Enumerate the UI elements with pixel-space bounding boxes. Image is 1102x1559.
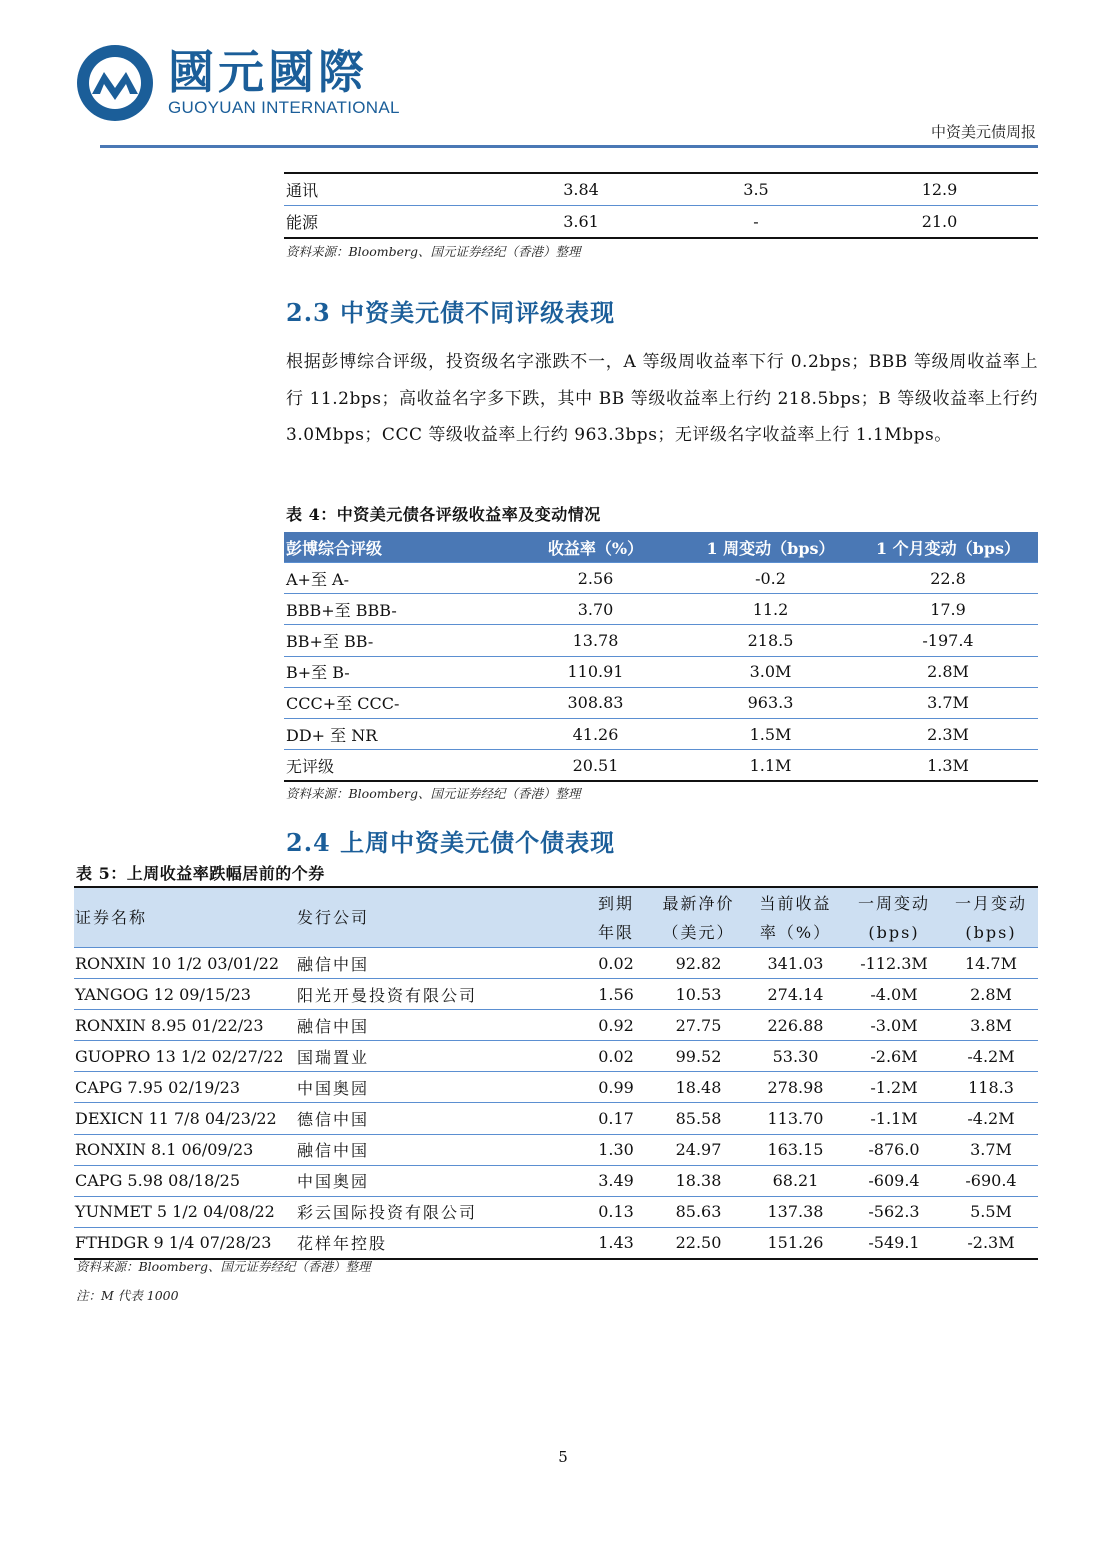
top-decliners-table bbox=[74, 886, 1038, 1260]
table-cell: 3.49 bbox=[582, 1165, 650, 1196]
table-cell: 13.78 bbox=[508, 625, 683, 656]
table-header-row bbox=[74, 887, 1038, 948]
table-cell: 21.0 bbox=[841, 206, 1038, 239]
table-cell: 27.75 bbox=[650, 1010, 747, 1041]
table-cell: 22.50 bbox=[650, 1227, 747, 1259]
table-cell: 通讯 bbox=[286, 181, 319, 200]
section-2-3-title: 2.3 中资美元债不同评级表现 bbox=[286, 298, 616, 327]
table-cell: 110.91 bbox=[508, 656, 683, 687]
table-cell: 341.03 bbox=[747, 948, 844, 979]
table-cell: 德信中国 bbox=[297, 1103, 582, 1134]
table-cell: 274.14 bbox=[747, 979, 844, 1010]
table-cell: -876.0 bbox=[844, 1134, 944, 1165]
table-cell: 阳光开曼投资有限公司 bbox=[297, 979, 582, 1010]
table-row bbox=[74, 1041, 1038, 1072]
table-cell: 0.13 bbox=[582, 1196, 650, 1227]
section-2-3-paragraph: 根据彭博综合评级，投资级名字涨跌不一，A 等级周收益率下行 0.2bps；BBB 等级周收益率上行 11.2bps；高收益名字多下跌，其中 BB 等级收益率上行约 218.5bps；B 等级收益率上行约 3.0Mbps；CCC 等级收益率上行约 963.3bps；无评级名字收益率上行 1.1Mbps。 bbox=[286, 352, 1038, 445]
table-cell: -4.0M bbox=[844, 979, 944, 1010]
col-price-header-line1: 最新净价 bbox=[662, 893, 735, 913]
table-row bbox=[284, 563, 1038, 594]
table-cell: 3.5 bbox=[743, 180, 769, 199]
table-cell: 3.0M bbox=[683, 656, 858, 687]
table-row bbox=[74, 1103, 1038, 1134]
col-1w-change-header bbox=[844, 887, 944, 948]
table-cell: 12.9 bbox=[921, 180, 958, 199]
table5-source: 资料来源：Bloomberg、国元证券经纪（香港）整理 bbox=[76, 1259, 371, 1274]
table4-source: 资料来源：Bloomberg、国元证券经纪（香港）整理 bbox=[286, 786, 581, 801]
table-cell: 14.7M bbox=[944, 948, 1038, 979]
table-cell: 2.8M bbox=[944, 979, 1038, 1010]
table-row bbox=[74, 1010, 1038, 1041]
table-cell: 5.5M bbox=[944, 1196, 1038, 1227]
table-cell: 0.02 bbox=[582, 1041, 650, 1072]
table-row bbox=[284, 656, 1038, 687]
col-price-header-line2: （美元） bbox=[662, 922, 735, 942]
table-cell: 1.30 bbox=[582, 1134, 650, 1165]
table-cell: CAPG 7.95 02/19/23 bbox=[74, 1072, 297, 1103]
table-cell: GUOPRO 13 1/2 02/27/22 bbox=[74, 1041, 297, 1072]
table-cell: A+至 A- bbox=[284, 563, 508, 594]
table-cell: -609.4 bbox=[844, 1165, 944, 1196]
table-cell: 85.63 bbox=[650, 1196, 747, 1227]
col-yield-header-line1: 当前收益 bbox=[759, 893, 832, 913]
table-cell: -562.3 bbox=[844, 1196, 944, 1227]
table-cell: YUNMET 5 1/2 04/08/22 bbox=[74, 1196, 297, 1227]
table-cell: BB+至 BB- bbox=[284, 625, 508, 656]
table-cell: 能源 bbox=[284, 206, 491, 239]
table-cell: DD+ 至 NR bbox=[284, 718, 508, 749]
col-yield-header bbox=[747, 887, 844, 948]
table-cell: 68.21 bbox=[747, 1165, 844, 1196]
table-cell: -2.6M bbox=[844, 1041, 944, 1072]
table-cell: 0.17 bbox=[582, 1103, 650, 1134]
table-cell: 3.61 bbox=[491, 206, 671, 239]
table-row bbox=[74, 1165, 1038, 1196]
report-name: 中资美元债周报 bbox=[930, 123, 1036, 141]
sector-yield-table-continued bbox=[284, 172, 1038, 239]
table-cell: -112.3M bbox=[844, 948, 944, 979]
table-cell: 国瑞置业 bbox=[297, 1041, 582, 1072]
table-cell: 3.8M bbox=[944, 1010, 1038, 1041]
table-cell: 2.8M bbox=[858, 656, 1038, 687]
section-2-4-title: 2.4 上周中资美元债个债表现 bbox=[286, 828, 616, 857]
table-cell: 218.5 bbox=[683, 625, 858, 656]
table-cell: RONXIN 8.95 01/22/23 bbox=[74, 1010, 297, 1041]
table-cell: B+至 B- bbox=[284, 656, 508, 687]
col-1m-change-header bbox=[944, 887, 1038, 948]
table-row bbox=[284, 206, 1038, 239]
table-cell: 53.30 bbox=[747, 1041, 844, 1072]
table-cell: 85.58 bbox=[650, 1103, 747, 1134]
table-cell: 226.88 bbox=[747, 1010, 844, 1041]
table-cell: 41.26 bbox=[508, 718, 683, 749]
col-tenor-header-line1: 到期 bbox=[597, 893, 634, 913]
col-tenor-header-line2: 年限 bbox=[597, 922, 634, 942]
table-cell: -690.4 bbox=[944, 1165, 1038, 1196]
table-cell: 963.3 bbox=[683, 687, 858, 718]
table-cell: 3.7M bbox=[858, 687, 1038, 718]
table-cell: -549.1 bbox=[844, 1227, 944, 1259]
col-yield-header-line2: 率（%） bbox=[759, 922, 832, 942]
table-cell: -1.1M bbox=[844, 1103, 944, 1134]
table-cell: 2.3M bbox=[858, 718, 1038, 749]
table-cell: 3.70 bbox=[508, 594, 683, 625]
table-cell: 137.38 bbox=[747, 1196, 844, 1227]
table-row bbox=[284, 625, 1038, 656]
table-cell: 10.53 bbox=[650, 979, 747, 1010]
header-divider bbox=[100, 145, 1038, 148]
table-cell: 中国奥园 bbox=[297, 1072, 582, 1103]
col-price-header bbox=[650, 887, 747, 948]
col-1m-change-header-line2: (bps) bbox=[965, 922, 1017, 942]
table-cell: -197.4 bbox=[858, 625, 1038, 656]
table-row bbox=[74, 948, 1038, 979]
col-security-header: 证券名称 bbox=[74, 887, 297, 948]
table-header-row bbox=[284, 532, 1038, 563]
table-row bbox=[284, 687, 1038, 718]
table-cell: 113.70 bbox=[747, 1103, 844, 1134]
table-cell: 花样年控股 bbox=[297, 1227, 582, 1259]
logo-chinese-name: 國元國際 bbox=[168, 45, 368, 99]
table-row bbox=[74, 1134, 1038, 1165]
table-cell: 24.97 bbox=[650, 1134, 747, 1165]
table-cell: 无评级 bbox=[284, 750, 508, 782]
table-cell: CAPG 5.98 08/18/25 bbox=[74, 1165, 297, 1196]
table-cell: -0.2 bbox=[683, 563, 858, 594]
table-cell: 11.2 bbox=[683, 594, 858, 625]
table-cell: - bbox=[671, 206, 841, 239]
table-cell: 118.3 bbox=[944, 1072, 1038, 1103]
col-yield-header: 收益率（%） bbox=[508, 532, 683, 563]
table-cell: 151.26 bbox=[747, 1227, 844, 1259]
table-cell: 99.52 bbox=[650, 1041, 747, 1072]
table-cell: 1.43 bbox=[582, 1227, 650, 1259]
table-row bbox=[74, 1072, 1038, 1103]
table-cell: -3.0M bbox=[844, 1010, 944, 1041]
page-number: 5 bbox=[558, 1448, 568, 1466]
table-cell: RONXIN 10 1/2 03/01/22 bbox=[74, 948, 297, 979]
table-cell: 0.99 bbox=[582, 1072, 650, 1103]
table-cell: 3.84 bbox=[563, 180, 599, 199]
table-cell: 1.1M bbox=[683, 750, 858, 782]
table-cell: 278.98 bbox=[747, 1072, 844, 1103]
table5-note: 注：M 代表 1000 bbox=[76, 1288, 179, 1303]
table-cell: FTHDGR 9 1/4 07/28/23 bbox=[74, 1227, 297, 1259]
table-cell: 163.15 bbox=[747, 1134, 844, 1165]
table-row bbox=[284, 594, 1038, 625]
table-cell: -2.3M bbox=[944, 1227, 1038, 1259]
col-tenor-header bbox=[582, 887, 650, 948]
table-cell: 融信中国 bbox=[297, 948, 582, 979]
table-cell: 92.82 bbox=[650, 948, 747, 979]
table-row bbox=[74, 979, 1038, 1010]
table-cell: 0.92 bbox=[582, 1010, 650, 1041]
col-1w-change-header-line2: (bps) bbox=[868, 922, 920, 942]
table-row bbox=[284, 718, 1038, 749]
table3-source: 资料来源：Bloomberg、国元证券经纪（香港）整理 bbox=[286, 244, 581, 259]
table-cell: 1.56 bbox=[582, 979, 650, 1010]
table-cell: 0.02 bbox=[582, 948, 650, 979]
table-cell: -4.2M bbox=[944, 1041, 1038, 1072]
col-1m-change-header-line1: 一月变动 bbox=[954, 893, 1027, 913]
table-cell: 融信中国 bbox=[297, 1010, 582, 1041]
table-row bbox=[284, 173, 1038, 206]
table-cell: 3.7M bbox=[944, 1134, 1038, 1165]
table-cell: YANGOG 12 09/15/23 bbox=[74, 979, 297, 1010]
table-cell: 中国奥园 bbox=[297, 1165, 582, 1196]
rating-yield-table bbox=[284, 532, 1038, 782]
col-1w-change-header: 1 周变动（bps） bbox=[683, 532, 858, 563]
table-row bbox=[284, 750, 1038, 782]
table-cell: CCC+至 CCC- bbox=[284, 687, 508, 718]
table-cell: 彩云国际投资有限公司 bbox=[297, 1196, 582, 1227]
table-cell: 18.38 bbox=[650, 1165, 747, 1196]
logo-english-name: GUOYUAN INTERNATIONAL bbox=[168, 98, 400, 117]
table-cell: -4.2M bbox=[944, 1103, 1038, 1134]
table-row bbox=[74, 1227, 1038, 1259]
col-rating-header: 彭博综合评级 bbox=[284, 532, 508, 563]
col-1m-change-header: 1 个月变动（bps） bbox=[858, 532, 1038, 563]
table-cell: DEXICN 11 7/8 04/23/22 bbox=[74, 1103, 297, 1134]
table-cell: 1.5M bbox=[683, 718, 858, 749]
table-cell: 20.51 bbox=[508, 750, 683, 782]
table-cell: BBB+至 BBB- bbox=[284, 594, 508, 625]
table-cell: 308.83 bbox=[508, 687, 683, 718]
company-logo-mark bbox=[74, 42, 156, 124]
table-cell: RONXIN 8.1 06/09/23 bbox=[74, 1134, 297, 1165]
table5-caption: 表 5：上周收益率跌幅居前的个券 bbox=[76, 864, 325, 883]
table-cell: 18.48 bbox=[650, 1072, 747, 1103]
col-issuer-header: 发行公司 bbox=[297, 887, 582, 948]
col-1w-change-header-line1: 一周变动 bbox=[857, 893, 930, 913]
table-cell: -1.2M bbox=[844, 1072, 944, 1103]
table-cell: 2.56 bbox=[508, 563, 683, 594]
table-cell: 17.9 bbox=[858, 594, 1038, 625]
table-row bbox=[74, 1196, 1038, 1227]
table4-caption: 表 4：中资美元债各评级收益率及变动情况 bbox=[286, 505, 601, 524]
table-cell: 22.8 bbox=[858, 563, 1038, 594]
table-cell: 1.3M bbox=[858, 750, 1038, 782]
table-cell: 融信中国 bbox=[297, 1134, 582, 1165]
